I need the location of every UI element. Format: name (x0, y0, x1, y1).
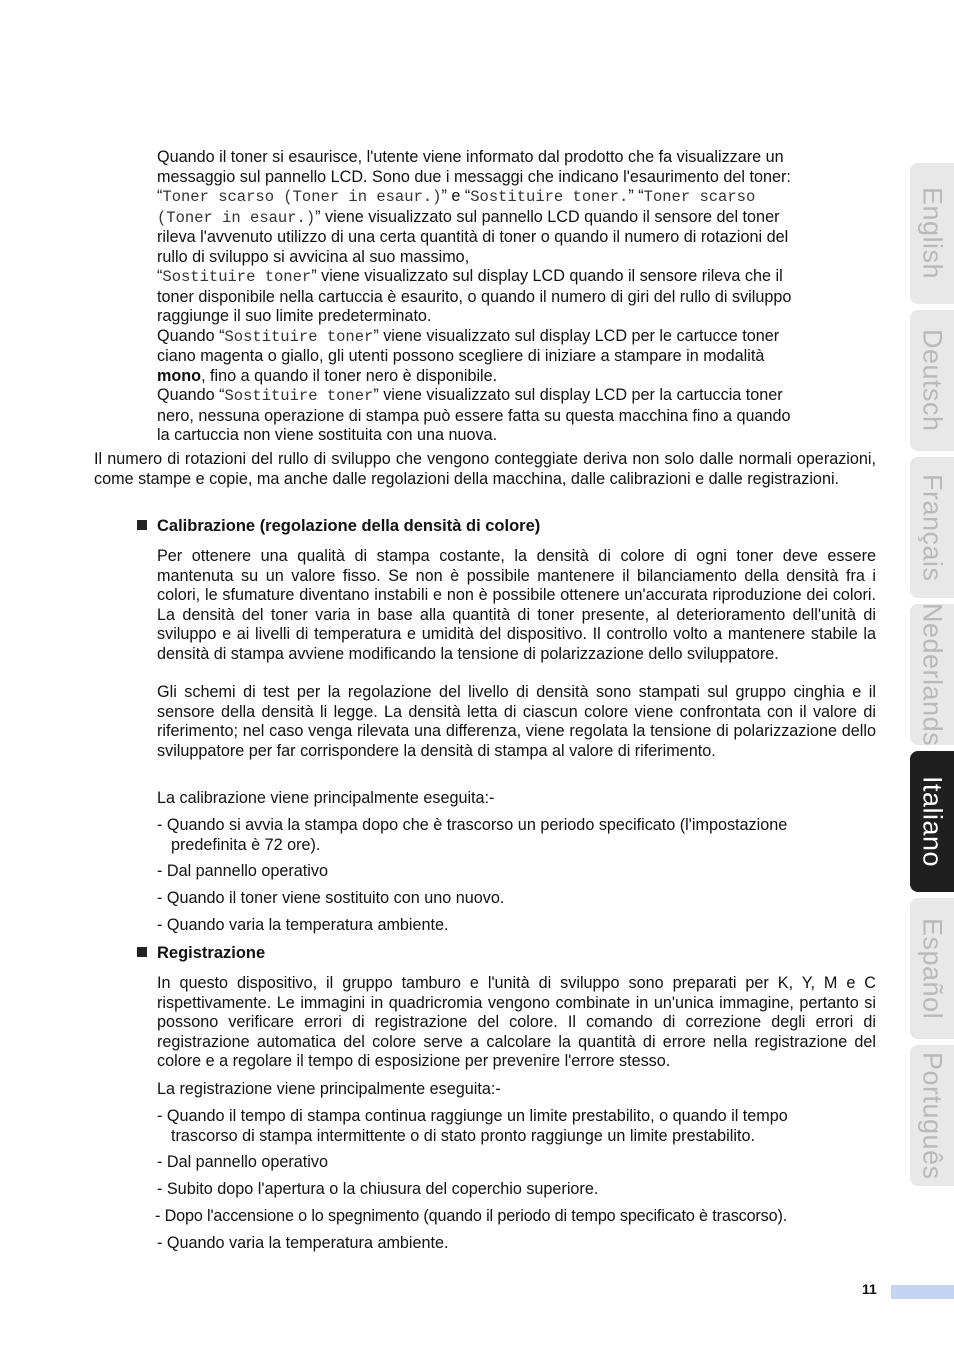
tab-label: Español (917, 917, 948, 1020)
registration-list-item: - Subito dopo l'apertura o la chiusura del coperchio superiore. (157, 1180, 599, 1198)
intro-line-10: Quando “Sostituire toner” viene visualizzato sul display LCD per le cartucce toner (157, 326, 780, 346)
bullet-square-icon (137, 520, 147, 530)
intro-line-7: “Sostituire toner” viene visualizzato sul display LCD quando il sensore rileva che il (157, 267, 783, 286)
message-toner-low: Toner scarso (Toner in esaur.) (162, 188, 442, 206)
intro-line-1: Quando il toner si esaurisce, l'utente viene informato dal prodotto che fa visualizzare un (157, 148, 784, 166)
intro-line-12 (157, 367, 876, 387)
tab-espanol[interactable] (910, 898, 954, 1039)
intro-line-5: rileva l'avvenuto utilizzo di una certa quantità di toner o quando il numero di rotazioni del (157, 228, 789, 246)
registration-list-item: - Quando varia la temperatura ambiente. (157, 1234, 449, 1252)
tab-english[interactable] (910, 163, 954, 304)
registration-heading-text: Registrazione (157, 944, 266, 962)
conjunction: e (446, 187, 465, 205)
calibration-heading-text: Calibrazione (regolazione della densità di colore) (157, 517, 541, 535)
registration-paragraph: In questo dispositivo, il gruppo tamburo e l'unità di sviluppo sono preparati per K, Y, M e C rispettivamente. Le immagini in quadricromia vengono combinate in un'unica immagine, pertanto si possono verificare errori di registrazione del colore. Il comando di correzione degli errori di registrazione automatica del colore serve a calcolare la quantità di errore nella registrazione del colore e a regolare il tempo di esposizione per prevenire l'errore stesso. (157, 974, 876, 1070)
tab-francais[interactable] (910, 457, 954, 598)
registration-item-1-line-2: trascorso di stampa intermittente o di stato pronto raggiunge un limite prestabilito. (171, 1126, 755, 1145)
calibration-lead: La calibrazione viene principalmente eseguita:- (157, 789, 495, 807)
tab-label: Português (917, 1051, 948, 1180)
message-replace-toner-2: Sostituire toner (224, 327, 374, 346)
message-toner-low-b2: (Toner in esaur.) (157, 208, 316, 227)
message-replace-toner-dot: Sostituire toner. (470, 188, 629, 206)
intro-line-2: messaggio sul pannello LCD. Sono due i messaggi che indicano l'esaurimento del toner: (157, 167, 791, 186)
rotation-paragraph: Il numero di rotazioni del rullo di sviluppo che vengono conteggiate deriva non solo dalle normali operazioni, come stampe e copie, ma anche dalle regolazioni della macchina, dalle calibrazioni e dalle registrazioni. (94, 450, 876, 488)
registration-list-item: - Dopo l'accensione o lo spegnimento (quando il periodo di tempo specificato è trascorso). (155, 1207, 788, 1225)
intro-line-6: rullo di sviluppo si avvicina al suo massimo, (157, 247, 470, 266)
tab-label: Deutsch (917, 329, 948, 432)
calibration-paragraph-1: Per ottenere una qualità di stampa costante, la densità di colore di ogni toner deve essere mantenuta su un valore fisso. Se non è possibile mantenere il bilanciamento della densità fra i colori, le sfumature diventano instabili e non è possibile ottenere un'accurata riproduzione dei colori. La densità del toner varia in base alla quantità di toner presente, al deterioramento dell'unità di sviluppo e ai livelli di temperatura e umidità del dispositivo. Il controllo volto a mantenere stabile la densità di stampa avviene modificando la tensione di polarizzazione dello sviluppatore. (157, 547, 876, 663)
intro-line-11: ciano magenta o giallo, gli utenti possono scegliere di iniziare a stampare in modalità (157, 347, 765, 365)
calibration-item-1-line-2: predefinita è 72 ore). (171, 835, 321, 854)
intro-line-13: Quando “Sostituire toner” viene visualizzato sul display LCD per la cartuccia toner (157, 386, 783, 405)
intro-line-3: “Toner scarso (Toner in esaur.)” e “Sostituire toner.” “Toner scarso (157, 187, 756, 206)
bullet-square-icon (137, 947, 147, 957)
tab-label: Français (917, 473, 948, 582)
quando-word: Quando (157, 326, 220, 345)
registration-list-item: - Dal pannello operativo (157, 1153, 328, 1171)
calibration-list-item: - Quando varia la temperatura ambiente. (157, 916, 449, 934)
registration-lead: La registrazione viene principalmente eseguita:- (157, 1080, 501, 1098)
page-number: 11 (862, 1281, 877, 1297)
tab-label: Nederlands (917, 602, 948, 747)
tab-label: English (917, 187, 948, 280)
mono-word: mono (157, 366, 202, 385)
intro-line-4-rest: viene visualizzato sul pannello LCD quando il sensore del toner (320, 207, 780, 226)
calibration-item-1-line-1: - Quando si avvia la stampa dopo che è trascorso un periodo specificato (l'impostazione (157, 816, 788, 834)
tab-italiano[interactable] (910, 751, 954, 892)
intro-line-14: nero, nessuna operazione di stampa può essere fatta su questa macchina fino a quando (157, 406, 791, 425)
intro-line-13-rest: viene visualizzato sul display LCD per la cartuccia toner (378, 386, 783, 404)
calibration-list-item: - Dal pannello operativo (157, 862, 328, 880)
intro-text (157, 148, 876, 446)
calibration-heading (137, 516, 540, 536)
intro-line-4: (Toner in esaur.)” viene visualizzato sul pannello LCD quando il sensore del toner (157, 207, 780, 227)
calibration-list-item: - Quando il toner viene sostituito con uno nuovo. (157, 889, 505, 907)
message-replace-toner: Sostituire toner (162, 268, 312, 286)
message-replace-toner-3: Sostituire toner (224, 387, 374, 405)
tab-deutsch[interactable] (910, 310, 954, 451)
intro-line-7-rest: viene visualizzato sul display LCD quando il sensore rileva che il (316, 267, 783, 285)
intro-line-10-rest: viene visualizzato sul display LCD per le cartucce toner (378, 326, 780, 345)
registration-heading (137, 943, 265, 963)
calibration-list-item (157, 816, 881, 855)
page-number-bar (891, 1285, 954, 1299)
tab-label: Italiano (917, 775, 948, 868)
intro-line-15: la cartuccia non viene sostituita con una nuova. (157, 426, 498, 444)
intro-line-8: toner disponibile nella cartuccia è esaurito, o quando il numero di giri del rullo di sviluppo (157, 287, 792, 306)
quando-word-2: Quando (157, 386, 220, 404)
registration-list-item (157, 1107, 881, 1146)
tab-nederlands[interactable] (910, 604, 954, 745)
message-toner-low-b1: Toner scarso (643, 188, 756, 206)
calibration-paragraph-2: Gli schemi di test per la regolazione del livello di densità sono stampati sul gruppo cinghia e il sensore della densità li legge. La densità letta di ciascun colore viene confrontata con il valore di riferimento; nel caso venga rilevata una differenza, viene regolata la tensione di polarizzazione dello sviluppatore per far corrispondere la densità di stampa al valore di riferimento. (157, 683, 876, 760)
tab-portugues[interactable] (910, 1045, 954, 1186)
intro-line-12-rest: , fino a quando il toner nero è disponibile. (201, 366, 498, 385)
registration-item-1-line-1: - Quando il tempo di stampa continua raggiunge un limite prestabilito, o quando il tempo (157, 1107, 788, 1125)
intro-line-9: raggiunge il suo limite predeterminato. (157, 307, 432, 325)
